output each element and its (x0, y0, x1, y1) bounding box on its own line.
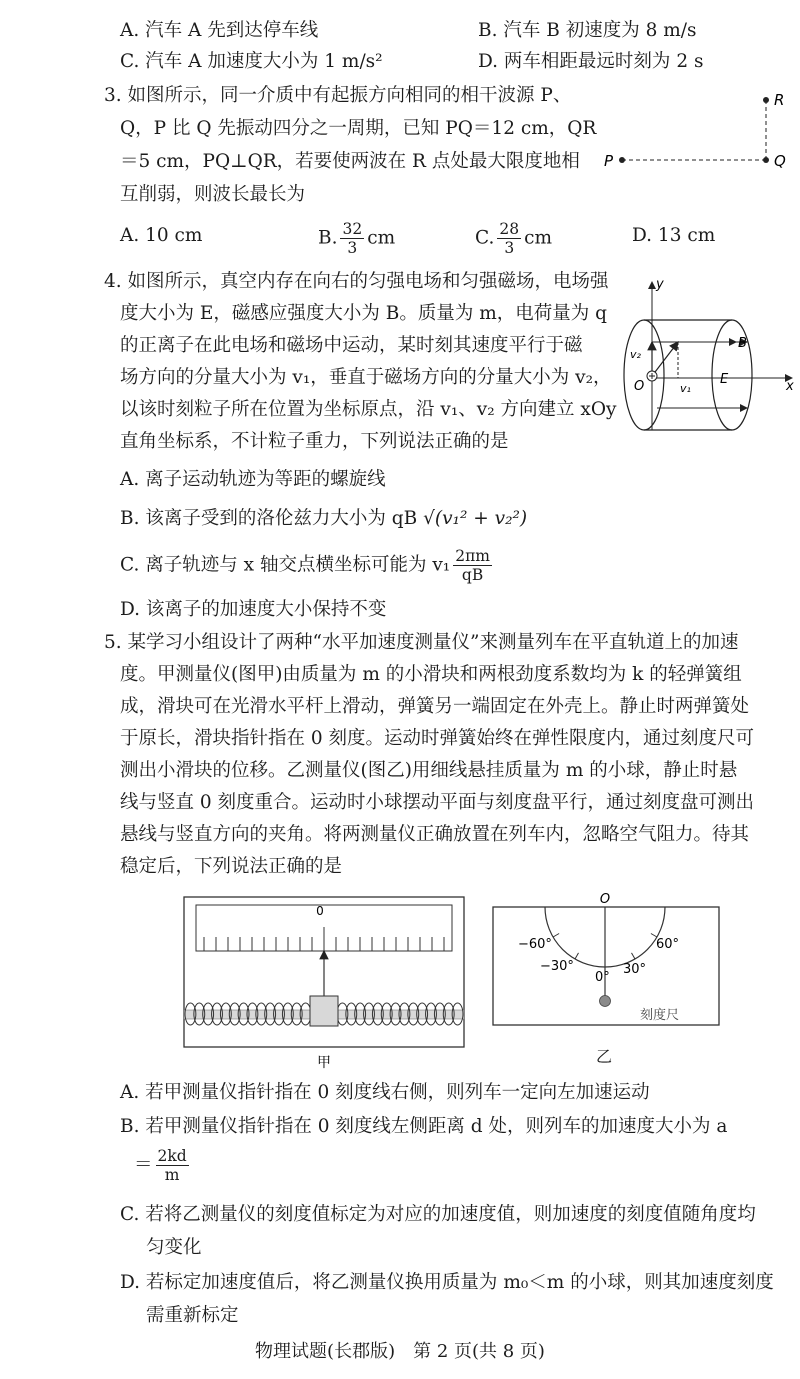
label-r: R (774, 91, 785, 109)
source-p-dot (619, 157, 625, 163)
q4-option-a: A. 离子运动轨迹为等距的螺旋线 (120, 469, 386, 490)
q2-option-a: A. 汽车 A 先到达停车线 (120, 20, 319, 41)
point-r-dot (763, 97, 769, 103)
q5-stem-line: 悬线与竖直方向的夹角。将两测量仪正确放置在列车内，忽略空气阻力。待其 (120, 824, 750, 845)
figure-caption: 甲 (317, 1055, 331, 1071)
v-arrow (652, 342, 678, 376)
q3-stem-line: ＝5 cm，PQ⊥QR，若要使两波在 R 点处最大限度地相 (120, 151, 580, 172)
label-minus30: −30° (540, 959, 574, 974)
ruler-label: 刻度尺 (640, 1008, 680, 1023)
protractor-tick (553, 934, 559, 938)
q3-option-b: B. $\frac{32}{3}$ cm (318, 220, 396, 257)
q5-stem-line: 测出小滑块的位移。乙测量仪(图乙)用细线悬挂质量为 m 的小球，静止时悬 (120, 760, 738, 781)
q5-stem-line: 度。甲测量仪(图甲)由质量为 m 的小滑块和两根劲度系数均为 k 的轻弹簧组 (120, 664, 742, 685)
q5-stem-line: 稳定后，下列说法正确的是 (120, 856, 343, 877)
label-zero: 0° (595, 970, 610, 985)
q5-option-d-line2: 需重新标定 (146, 1305, 239, 1326)
q5-stem-line: 成，滑块可在光滑水平杆上滑动，弹簧另一端固定在外壳上。静止时两弹簧处 (120, 696, 750, 717)
figure-yi-pendulum-meter (490, 893, 724, 1045)
label-p: P (604, 152, 614, 170)
figure-yi-caption: 乙 (596, 1047, 613, 1066)
q2-option-d: D. 两车相距最远时刻为 2 s (478, 51, 704, 72)
q3-stem-line: 3. 如图所示，同一介质中有起振方向相同的相干波源 P、 (104, 85, 572, 106)
q2-option-b: B. 汽车 B 初速度为 8 m/s (478, 20, 697, 41)
pendulum-ball (600, 996, 611, 1007)
q4-field-diagram (612, 270, 798, 440)
protractor-tick (575, 953, 579, 959)
label-o: O (634, 379, 645, 394)
q4-option-d: D. 该离子的加速度大小保持不变 (120, 599, 387, 620)
q3-stem-line: 互削弱，则波长最长为 (120, 184, 306, 205)
label-x: x (786, 379, 794, 394)
q5-option-b-line1: B. 若甲测量仪指针指在 0 刻度线左侧距离 d 处，则列车的加速度大小为 a (120, 1116, 728, 1137)
q5-option-c-line2: 匀变化 (146, 1237, 202, 1258)
q5-option-b-line2: ＝ $\frac{2kd}{m}$ (134, 1147, 187, 1184)
label-b: B (738, 336, 747, 351)
label-v1: v₁ (680, 382, 691, 395)
q2-option-c: C. 汽车 A 加速度大小为 1 m/s² (120, 51, 383, 72)
label-30: 30° (623, 962, 647, 977)
q3-stem-line: Q，P 比 Q 先振动四分之一周期，已知 PQ＝12 cm，QR (120, 118, 597, 139)
label-o: O (599, 893, 611, 907)
q4-stem-line: 4. 如图所示，真空内存在向右的匀强电场和匀强磁场，电场强 (104, 271, 609, 292)
q4-stem-line: 度大小为 E，磁感应强度大小为 B。质量为 m，电荷量为 q (120, 303, 608, 324)
label-q: Q (774, 152, 786, 170)
outer-case (493, 907, 719, 1025)
q5-option-c-line1: C. 若将乙测量仪的刻度值标定为对应的加速度值，则加速度的刻度值随角度均 (120, 1204, 756, 1225)
cylinder-left-end (624, 320, 664, 430)
q4-stem-line: 场方向的分量大小为 v₁，垂直于磁场方向的分量大小为 v₂， (120, 367, 612, 388)
label-v2: v₂ (630, 348, 641, 361)
slider-block (310, 996, 338, 1026)
q3-option-d: D. 13 cm (632, 225, 716, 246)
q4-stem-line: 直角坐标系，不计粒子重力，下列说法正确的是 (120, 431, 509, 452)
label-minus60: −60° (518, 937, 552, 952)
q5-option-a: A. 若甲测量仪指针指在 0 刻度线右侧，则列车一定向左加速运动 (120, 1082, 650, 1103)
q5-option-d-line1: D. 若标定加速度值后，将乙测量仪换用质量为 m₀＜m 的小球，则其加速度刻度 (120, 1272, 774, 1293)
q3-wave-diagram (598, 84, 798, 178)
q5-stem-line: 于原长，滑块指针指在 0 刻度。运动时弹簧始终在弹性限度内，通过刻度尺可 (120, 728, 755, 749)
source-q-dot (763, 157, 769, 163)
page-footer: 物理试题(长郡版) 第 2 页(共 8 页) (255, 1341, 545, 1362)
label-y: y (656, 277, 664, 292)
q3-option-c: C. $\frac{28}{3}$ cm (475, 220, 553, 257)
q3-option-a: A. 10 cm (120, 225, 203, 246)
q4-option-b: B. 该离子受到的洛伦兹力大小为 qB √(v₁² + v₂²) (120, 508, 528, 529)
q4-stem-line: 的正离子在此电场和磁场中运动，某时刻其速度平行于磁 (120, 335, 583, 356)
label-60: 60° (656, 937, 680, 952)
q5-stem-line: 5. 某学习小组设计了两种“水平加速度测量仪”来测量列车在平直轨道上的加速 (104, 632, 739, 653)
q4-option-c: C. 离子轨迹与 x 轴交点横坐标可能为 v₁ $\frac{2\pi m}{qB}$ (120, 547, 490, 584)
zero-label: 0 (316, 904, 324, 918)
q4-stem-line: 以该时刻粒子所在位置为坐标原点，沿 v₁、v₂ 方向建立 xOy (120, 399, 617, 420)
figure-jia-spring-meter (180, 893, 468, 1073)
q5-stem-line: 线与竖直 0 刻度重合。运动时小球摆动平面与刻度盘平行，通过刻度盘可测出 (120, 792, 755, 813)
protractor-tick (632, 953, 636, 959)
label-e: E (720, 372, 729, 387)
